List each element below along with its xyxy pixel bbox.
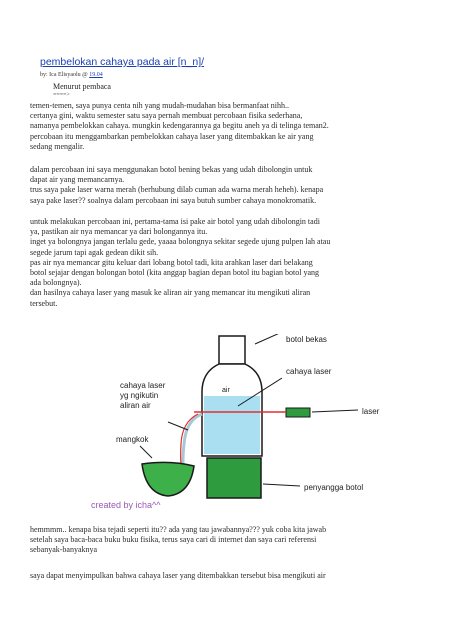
paragraph-5 <box>30 571 450 581</box>
figure-caption: created by icha^^ <box>91 500 161 510</box>
text-line: saya dapat menyimpulkan bahwa cahaya laser yang ditembakkan tersebut bisa mengikuti air <box>30 571 326 580</box>
text-line: dapat air yang memancarnya. <box>30 175 125 185</box>
paragraph-4 <box>30 525 450 556</box>
byline-author: by: Ica Elisyaolu @ <box>40 72 88 78</box>
bottle-neck <box>219 336 245 364</box>
experiment-diagram <box>70 334 400 504</box>
text-line: dan hasilnya cahaya laser yang masuk ke aliran air yang memancar itu mengikuti aliran <box>30 288 311 298</box>
laser-device <box>286 408 310 417</box>
label-bottle: botol bekas <box>286 335 327 344</box>
text-line: sedang mengalir. <box>30 141 85 151</box>
text-line: pas air nya memancar gitu keluar dari lobang botol tadi, kita arahkan laser dari belakang <box>30 257 313 267</box>
arrow-marker: ====> <box>53 92 70 98</box>
label-follow-3: aliran air <box>120 401 151 410</box>
text-line: segede jarum tapi agak gedean dikit sih. <box>30 247 159 257</box>
leader-line-laser <box>312 410 358 412</box>
bottle-stand <box>207 458 261 498</box>
water-stream <box>183 414 202 472</box>
text-line: dalam percobaan ini saya menggunakan botol bening bekas yang udah dibolongin untuk <box>30 165 313 174</box>
text-line: untuk melakukan percobaan ini, pertama-tama isi pake air botol yang udah dibolongin tadi <box>30 217 320 226</box>
byline-time-link[interactable]: 19.04 <box>89 72 103 78</box>
text-line: percobaan itu menggambarkan pembelokkan cahaya laser yang ditembakkan ke air yang <box>30 131 314 141</box>
leader-line-stand <box>263 484 300 486</box>
text-line: trus saya pake laser warna merah (berhubung dilab cuman ada warna merah heheh). kenapa <box>30 185 324 195</box>
label-bowl: mangkok <box>116 435 149 444</box>
leader-line-bottle <box>255 334 282 344</box>
paragraph-3 <box>30 217 450 309</box>
water-fill <box>204 396 260 454</box>
text-line: ya, pastikan air nya memancar ya dari bolongannya itu. <box>30 227 208 237</box>
subheading: Menurut pembaca <box>53 82 111 91</box>
label-follow-1: cahaya laser <box>120 381 166 390</box>
text-line: setelah saya baca-baca buku buku fisika, terus saya cari di internet dan saya cari referensi <box>30 535 317 545</box>
text-line: saya pake laser?? soalnya dalam percobaan ini saya butuh sumber cahaya monokromatik. <box>30 195 317 205</box>
text-line: sebanyak-banyaknya <box>30 545 98 555</box>
text-line: hemmmm.. kenapa bisa tejadi seperti itu?? ada yang tau jawabannya??? yuk coba kita jawab <box>30 525 327 534</box>
text-line: namanya pembelokkan cahaya. mungkin kedengarannya ga begitu aneh ya di telinga teman2. <box>30 121 329 131</box>
text-line: certanya gini, waktu semester satu saya pernah membuat percobaan fisika sederhana, <box>30 111 303 121</box>
post-title-link[interactable]: pembelokan cahaya pada air [n_n]/ <box>40 56 205 68</box>
label-laser-light: cahaya laser <box>286 367 332 376</box>
paragraph-1 <box>30 101 450 152</box>
label-water: air <box>222 387 230 394</box>
label-stand: penyangga botol <box>304 483 364 492</box>
byline <box>40 72 103 78</box>
text-line: ada bolongnya). <box>30 278 82 288</box>
leader-line-bowl <box>140 446 152 458</box>
label-laser: laser <box>362 407 380 416</box>
text-line: tersebut. <box>30 298 58 308</box>
text-line: temen-temen, saya punya centa nih yang mudah-mudahan bisa bermanfaat nihh.. <box>30 101 290 110</box>
text-line: botol sejajar dengan bolongan botol (kita anggap bagian depan botol itu bagian botol yang <box>30 268 320 278</box>
bowl <box>142 462 194 496</box>
paragraph-2 <box>30 165 450 206</box>
label-follow-2: yg ngikutin <box>120 391 159 400</box>
text-line: inget ya bolongnya jangan terlalu gede, yaaaa bolongnya sekitar segede ujung pulpen lah atau <box>30 237 331 247</box>
